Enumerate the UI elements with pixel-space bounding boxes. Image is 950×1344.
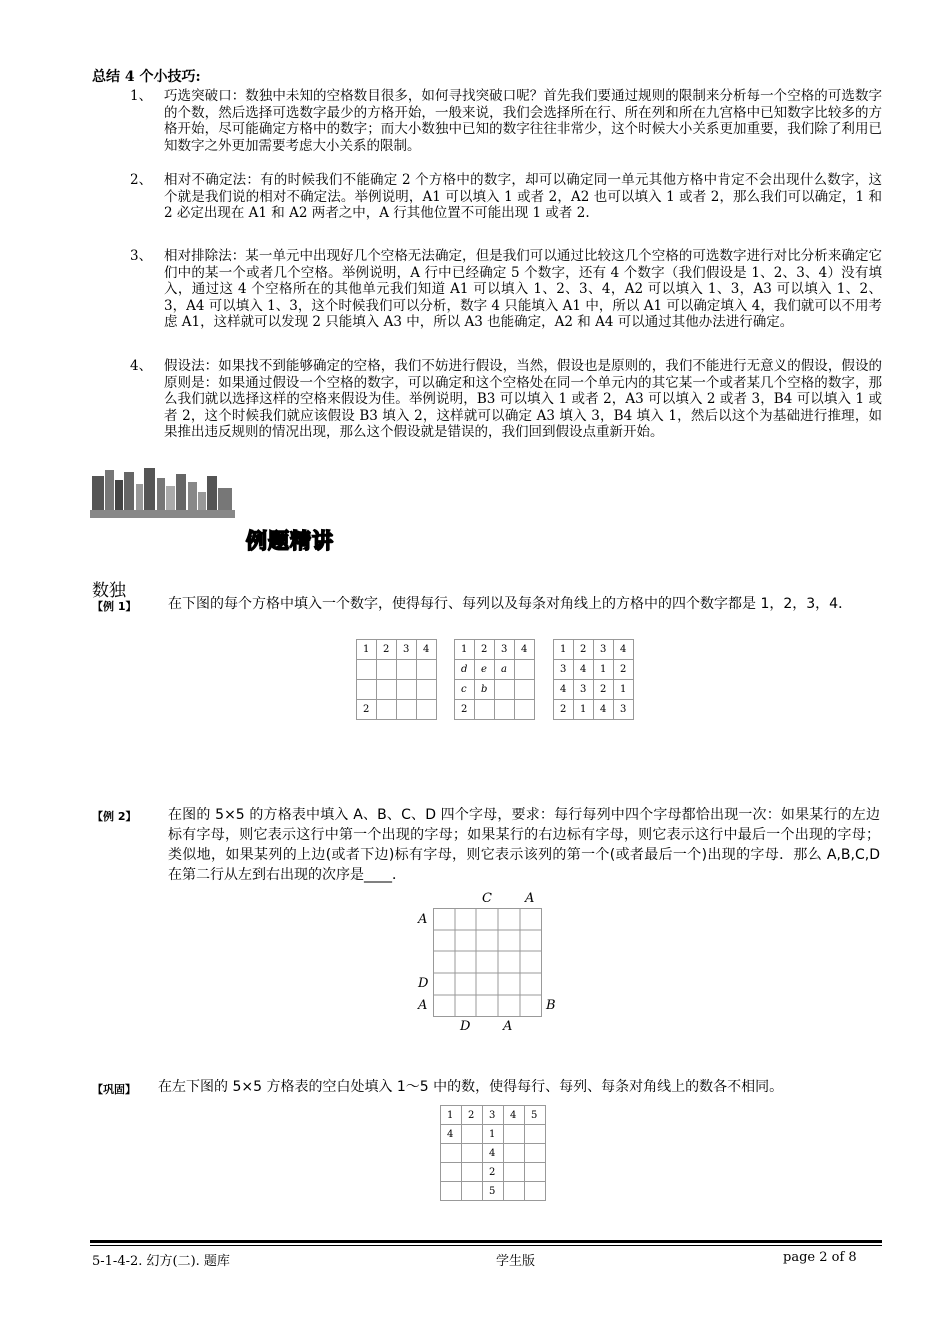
grid-row [455, 640, 535, 660]
grid-cell: 2 [357, 700, 377, 720]
grid-cell [397, 680, 417, 700]
grid-cell [515, 680, 535, 700]
grid-cell [525, 1182, 546, 1201]
grid-cell: c [455, 680, 475, 700]
grid-cell [357, 660, 377, 680]
grid-row [554, 660, 634, 680]
grid-label-bottom: D [460, 1019, 471, 1034]
grid-cell [357, 680, 377, 700]
grid-cell: 1 [594, 660, 614, 680]
grid-cell: 2 [574, 640, 594, 660]
grid-row [554, 700, 634, 720]
grid-cell: a [495, 660, 515, 680]
grid-row [441, 1144, 546, 1163]
tip-item [130, 358, 882, 441]
tip-number: 1、 [130, 88, 153, 104]
grid-row [357, 700, 437, 720]
tip-text: 相对不确定法：有的时候我们不能确定 2 个方格中的数字，却可以确定同一单元其他方格中肯定不会出现什么数字，这个就是我们说的相对不确定法。举例说明，A1 可以填入 1 或者 2，A2 也可以填入 1 或者 2，那么我们可以确定，1 和 2 必定出现在 A1 和 A2 两者之中，A 行其他位置不可能出现 1 或者 2. [164, 172, 882, 222]
grid-cell: 1 [614, 680, 634, 700]
grid-row [441, 1125, 546, 1144]
grid-cell: 4 [614, 640, 634, 660]
grid-cell [495, 680, 515, 700]
grid-cell [397, 700, 417, 720]
grid-cell [525, 1144, 546, 1163]
grid-cell: 2 [483, 1163, 504, 1182]
grid-row [357, 660, 437, 680]
grid-cell: 4 [554, 680, 574, 700]
grid-cell [441, 1144, 462, 1163]
grid-cell: 1 [554, 640, 574, 660]
tip-number: 4、 [130, 358, 153, 374]
practice-tag: 【巩固】 [92, 1083, 136, 1096]
footer-page: page 2 of 8 [783, 1250, 857, 1265]
tip-item [130, 88, 882, 154]
grid-cell [377, 700, 397, 720]
grid-cell: 2 [594, 680, 614, 700]
example1-tag: 【例 1】 [92, 600, 137, 613]
grid-row [357, 640, 437, 660]
grid-row [455, 660, 535, 680]
grid-row [455, 700, 535, 720]
grid-cell: 2 [462, 1106, 483, 1125]
footer-center: 学生版 [496, 1254, 536, 1269]
grid-cell: b [475, 680, 495, 700]
grid-cell [504, 1125, 525, 1144]
grid-cell: 2 [455, 700, 475, 720]
grid-cell: 4 [483, 1144, 504, 1163]
grid-cell: 1 [574, 700, 594, 720]
grid-cell [377, 660, 397, 680]
grid-row [554, 640, 634, 660]
tip-item [130, 172, 882, 222]
letter-grid [433, 908, 542, 1017]
summary-title: 总结 4 个小技巧: [92, 69, 201, 85]
grid-cell: 3 [614, 700, 634, 720]
grid-row [441, 1106, 546, 1125]
grid-cell [417, 700, 437, 720]
bookshelf-icon [90, 466, 235, 518]
grid-cell [441, 1163, 462, 1182]
grid-cell: 3 [483, 1106, 504, 1125]
sudoku-grid-2 [454, 639, 535, 720]
grid-label-left: A [418, 998, 428, 1013]
grid-cell: 5 [483, 1182, 504, 1201]
grid-cell: 3 [594, 640, 614, 660]
tip-number: 3、 [130, 248, 153, 264]
grid-cell [525, 1163, 546, 1182]
grid-cell: 5 [525, 1106, 546, 1125]
grid-cell: 4 [515, 640, 535, 660]
grid-cell [417, 680, 437, 700]
grid-cell [495, 700, 515, 720]
tip-number: 2、 [130, 172, 153, 188]
grid-label-top: A [525, 891, 535, 906]
grid-cell: 4 [594, 700, 614, 720]
grid-cell: 2 [475, 640, 495, 660]
grid-cell [377, 680, 397, 700]
grid-cell [525, 1125, 546, 1144]
grid-label-top: C [482, 891, 492, 906]
grid-label-right: B [546, 998, 556, 1013]
tip-text: 相对排除法：某一单元中出现好几个空格无法确定，但是我们可以通过比较这几个空格的可选数字进行对比分析来确定它们中的某一个或者几个空格。举例说明，A 行中已经确定 5 个数字，还有 4 个数字（我们假设是 1、2、3、4）没有填入，通过这 4 个空格所在的其他单元我们知道 A1 可以填入 1、2、3、4，A2 可以填入 1、3，A3 可以填入 1、2、3，A4 可以填入 1、3，这个时候我们可以分析，数字 4 只能填入 A1 中，所以 A1 可以确定填入 4，我们就可以不用考虑 A1，这样就可以发现 2 只能填入 A3 中，所以 A3 也能确定，A2 和 A4 可以通过其他办法进行确定。 [164, 248, 882, 331]
grid-cell: 4 [574, 660, 594, 680]
grid-cell: 3 [397, 640, 417, 660]
grid-cell [462, 1125, 483, 1144]
grid-cell [441, 1182, 462, 1201]
section-label: 数独 [92, 581, 126, 601]
magic-grid-5x5 [440, 1105, 546, 1201]
sudoku-grid-1 [356, 639, 437, 720]
tip-item [130, 248, 882, 331]
banner-title: 例题精讲 [246, 529, 334, 553]
practice-text: 在左下图的 5×5 方格表的空白处填入 1～5 中的数，使得每行、每列、每条对角线上的数各不相同。 [158, 1079, 784, 1095]
grid-row [357, 680, 437, 700]
tip-text: 巧选突破口：数独中未知的空格数目很多，如何寻找突破口呢？首先我们要通过规则的限制来分析每一个空格的可选数字的个数，然后选择可选数字最少的方格开始，一般来说，我们会选择所在行、所在列和所在九宫格中已知数字比较多的方格开始，尽可能确定方格中的数字；而大小数独中已知的数字往往非常少，这个时候大小关系更加重要，我们除了利用已知数字之外更加需要考虑大小关系的限制。 [164, 88, 882, 154]
grid-label-bottom: A [503, 1019, 513, 1034]
grid-cell: 4 [504, 1106, 525, 1125]
grid-cell [515, 700, 535, 720]
tip-text: 假设法：如果找不到能够确定的空格，我们不妨进行假设，当然，假设也是原则的，我们不能进行无意义的假设，假设的原则是：如果通过假设一个空格的数字，可以确定和这个空格处在同一个单元内的其它某一个或者某几个空格的数字，那么我们就以选择这样的空格来假设为佳。举例说明，B3 可以填入 1 或者 2，A3 可以填入 2 或者 3，B4 可以填入 1 或者 2，这个时候我们就应该假设 B3 填入 2，这样就可以确定 A3 填入 3，B4 填入 1，然后以这个为基础进行推理，如果推出违反规则的情况出现，那么这个假设就是错误的，我们回到假设点重新开始。 [164, 358, 882, 441]
grid-cell [504, 1182, 525, 1201]
grid-cell: 1 [441, 1106, 462, 1125]
grid-cell [504, 1144, 525, 1163]
grid-row [554, 680, 634, 700]
grid-cell [462, 1144, 483, 1163]
footer-left: 5-1-4-2. 幻方(二). 题库 [92, 1254, 230, 1269]
grid-cell [462, 1163, 483, 1182]
grid-cell: 3 [554, 660, 574, 680]
grid-cell: 2 [614, 660, 634, 680]
grid-cell [475, 700, 495, 720]
footer-divider [90, 1240, 882, 1243]
grid-row [441, 1163, 546, 1182]
grid-cell [515, 660, 535, 680]
sudoku-grid-3 [553, 639, 634, 720]
grid-label-left: D [418, 976, 429, 991]
grid-cell: 1 [483, 1125, 504, 1144]
grid-cell [504, 1163, 525, 1182]
grid-cell [397, 660, 417, 680]
grid-cell: d [455, 660, 475, 680]
grid-cell: 3 [495, 640, 515, 660]
grid-cell: 3 [574, 680, 594, 700]
grid-cell: 1 [357, 640, 377, 660]
grid-cell: 2 [554, 700, 574, 720]
grid-cell: 1 [455, 640, 475, 660]
grid-cell [417, 660, 437, 680]
grid-cell: 4 [441, 1125, 462, 1144]
example2-tag: 【例 2】 [92, 810, 137, 823]
grid-cell [462, 1182, 483, 1201]
grid-row [455, 680, 535, 700]
footer-divider [90, 1245, 882, 1246]
example2-text: 在图的 5×5 的方格表中填入 A、B、C、D 四个字母，要求：每行每列中四个字母都恰出现一次：如果某行的左边标有字母，则它表示这行中第一个出现的字母；如果某行的右边标有字母，则它表示这行中最后一个出现的字母；类似地，如果某列的上边(或者下边)标有字母，则它表示该列的第一个(或者最后一个)出现的字母．那么 A,B,C,D 在第二行从左到右出现的次序是____． [168, 807, 880, 883]
grid-cell: 2 [377, 640, 397, 660]
grid-row [441, 1182, 546, 1201]
grid-label-left: A [418, 912, 428, 927]
grid-cell: e [475, 660, 495, 680]
grid-cell: 4 [417, 640, 437, 660]
example1-text: 在下图的每个方格中填入一个数字，使得每行、每列以及每条对角线上的方格中的四个数字都是 1，2，3，4． [168, 596, 853, 612]
